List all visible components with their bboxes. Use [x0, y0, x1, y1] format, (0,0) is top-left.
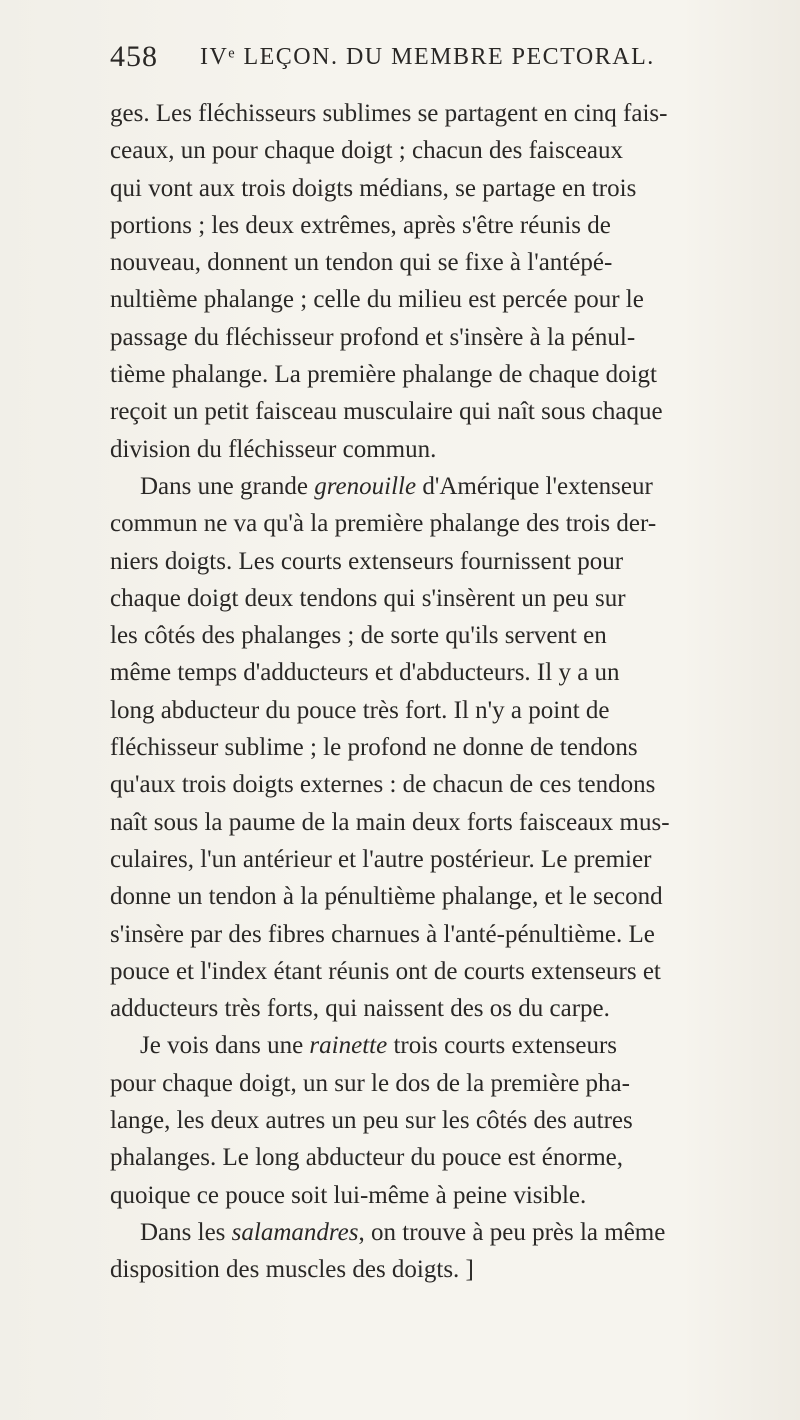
italic-term: grenouille: [314, 472, 417, 500]
text-line: disposition des muscles des doigts. ]: [110, 1256, 474, 1284]
text-line: quoique ce pouce soit lui-même à peine visible.: [110, 1181, 587, 1209]
text-line: passage du fléchisseur profond et s'insère à la pénul-: [110, 323, 636, 351]
text-line: les côtés des phalanges ; de sorte qu'ils servent en: [110, 622, 607, 650]
text-line: long abducteur du pouce très fort. Il n'y a point de: [110, 696, 610, 724]
text-line: qu'aux trois doigts externes : de chacun de ces tendons: [110, 771, 656, 799]
page-number: 458: [110, 40, 158, 73]
text-segment: Dans les: [140, 1218, 232, 1246]
text-line: même temps d'adducteurs et d'abducteurs. Il y a un: [110, 659, 620, 687]
text-segment: trois courts extenseurs: [387, 1032, 617, 1060]
text-line: ceaux, un pour chaque doigt ; chacun des faisceaux: [110, 137, 623, 165]
italic-term: rainette: [309, 1032, 388, 1060]
text-line: [110, 1027, 740, 1064]
text-line: qui vont aux trois doigts médians, se partage en trois: [110, 174, 637, 202]
text-line: s'insère par des fibres charnues à l'anté-pénultième. Le: [110, 920, 655, 948]
page-header: [110, 40, 730, 80]
text-line: [110, 1214, 740, 1251]
text-line: lange, les deux autres un peu sur les côtés des autres: [110, 1107, 633, 1135]
body-text: [110, 95, 740, 1289]
text-line: reçoit un petit faisceau musculaire qui naît sous chaque: [110, 398, 663, 426]
text-line: adducteurs très forts, qui naissent des os du carpe.: [110, 995, 610, 1023]
text-line: nultième phalange ; celle du milieu est percée pour le: [110, 286, 644, 314]
text-line: [110, 468, 740, 505]
text-line: culaires, l'un antérieur et l'autre postérieur. Le premier: [110, 845, 652, 873]
text-line: ges. Les fléchisseurs sublimes se partagent en cinq fais-: [110, 100, 668, 127]
text-segment: , on trouve à peu près la même: [358, 1218, 666, 1246]
italic-term: salamandres: [231, 1218, 359, 1246]
text-line: commun ne va qu'à la première phalange des trois der-: [110, 510, 657, 538]
text-line: donne un tendon à la pénultième phalange, et le second: [110, 883, 663, 911]
text-line: naît sous la paume de la main deux forts faisceaux mus-: [110, 808, 670, 836]
paragraph: [110, 468, 740, 1027]
text-line: pouce et l'index étant réunis ont de courts extenseurs et: [110, 957, 661, 985]
text-segment: Je vois dans une: [140, 1032, 310, 1060]
running-head: IVᵉ LEÇON. DU MEMBRE PECTORAL.: [200, 44, 655, 70]
text-line: pour chaque doigt, un sur le dos de la première pha-: [110, 1069, 630, 1097]
paragraph: [110, 95, 740, 468]
text-line: nouveau, donnent un tendon qui se fixe à l'antépé-: [110, 249, 613, 277]
text-line: niers doigts. Les courts extenseurs fournissent pour: [110, 547, 624, 575]
text-line: fléchisseur sublime ; le profond ne donne de tendons: [110, 734, 638, 762]
text-line: chaque doigt deux tendons qui s'insèrent un peu sur: [110, 584, 626, 612]
text-line: phalanges. Le long abducteur du pouce est énorme,: [110, 1144, 624, 1172]
text-line: portions ; les deux extrêmes, après s'être réunis de: [110, 211, 611, 239]
text-line: division du fléchisseur commun.: [110, 435, 437, 463]
text-segment: Dans une grande: [140, 472, 315, 500]
text-line: tième phalange. La première phalange de chaque doigt: [110, 361, 657, 389]
paragraph: [110, 1214, 740, 1289]
paragraph: [110, 1027, 740, 1213]
text-segment: d'Amérique l'extenseur: [416, 472, 653, 500]
